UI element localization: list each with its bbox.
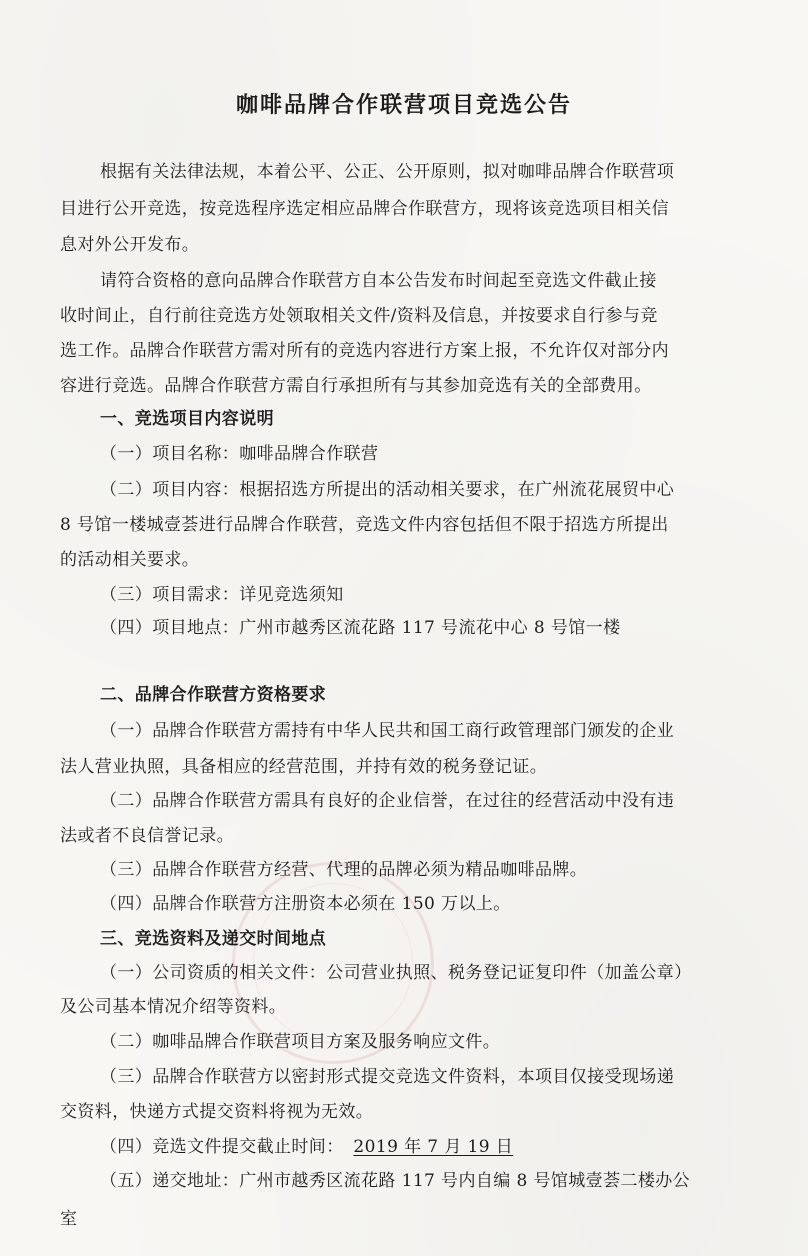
paragraph-line: （二）品牌合作联营方需具有良好的企业信誉，在过往的经营活动中没有违 [100,791,675,811]
paragraph-line: （四）项目地点：广州市越秀区流花路 117 号流花中心 8 号馆一楼 [100,618,621,638]
paragraph-line: 的活动相关要求。 [60,550,200,570]
section-heading: 二、品牌合作联营方资格要求 [100,685,327,705]
paragraph-line: 容进行竞选。品牌合作联营方需自行承担所有与其参加竞选有关的全部费用。 [60,376,652,396]
paragraph-line: 法人营业执照，具备相应的经营范围，并持有效的税务登记证。 [60,757,548,777]
paragraph-line: （三）品牌合作联营方以密封形式提交竞选文件资料，本项目仅接受现场递 [100,1067,675,1087]
paragraph-line: （三）项目需求：详见竞选须知 [100,585,344,605]
deadline-date: 2019 年 7 月 19 日 [353,1137,514,1157]
paragraph-line: （五）递交地址：广州市越秀区流花路 117 号内自编 8 号馆城壹荟二楼办公 [100,1171,691,1191]
paragraph-line: 根据有关法律法规，本着公平、公正、公开原则，拟对咖啡品牌合作联营项 [100,162,675,182]
deadline-label: （四）竞选文件提交截止时间： [100,1137,344,1157]
paragraph-line: （三）品牌合作联营方经营、代理的品牌必须为精品咖啡品牌。 [100,860,588,880]
paragraph-line: 息对外公开发布。 [60,235,200,255]
paragraph-line: （四）品牌合作联营方注册资本必须在 150 万以上。 [100,894,511,914]
paragraph-line: 收时间止，自行前往竞选方处领取相关文件/资料及信息，并按要求自行参与竞 [60,306,658,326]
paragraph-line: （一）项目名称：咖啡品牌合作联营 [100,444,379,464]
paragraph-line: （二）项目内容：根据招选方所提出的活动相关要求，在广州流花展贸中心 [100,480,675,500]
paragraph-line: 法或者不良信誉记录。 [60,826,234,846]
paragraph-line: 8 号馆一楼城壹荟进行品牌合作联营，竞选文件内容包括但不限于招选方所提出 [60,515,669,535]
paragraph-line: 选工作。品牌合作联营方需对所有的竞选内容进行方案上报，不允许仅对部分内 [60,341,669,361]
paragraph-line: 请符合资格的意向品牌合作联营方自本公告发布时间起至竞选文件截止接 [100,271,657,291]
section-heading: 一、竞选项目内容说明 [100,409,274,429]
paragraph-line: （二）咖啡品牌合作联营项目方案及服务响应文件。 [100,1032,501,1052]
document-title: 咖啡品牌合作联营项目竞选公告 [235,92,572,118]
paragraph-line: 及公司基本情况介绍等资料。 [60,997,287,1017]
paragraph-line: 目进行公开竞选，按竞选程序选定相应品牌合作联营方，现将该竞选项目相关信 [60,199,669,219]
section-heading: 三、竞选资料及递交时间地点 [100,929,327,949]
paragraph-line: （一）公司资质的相关文件：公司营业执照、税务登记证复印件（加盖公章） [100,963,692,983]
paragraph-line: （一）品牌合作联营方需持有中华人民共和国工商行政管理部门颁发的企业 [100,721,675,741]
paragraph-line: 交资料，快递方式提交资料将视为无效。 [60,1102,374,1122]
paragraph-line: 室 [60,1209,78,1229]
deadline-line [100,1134,517,1160]
